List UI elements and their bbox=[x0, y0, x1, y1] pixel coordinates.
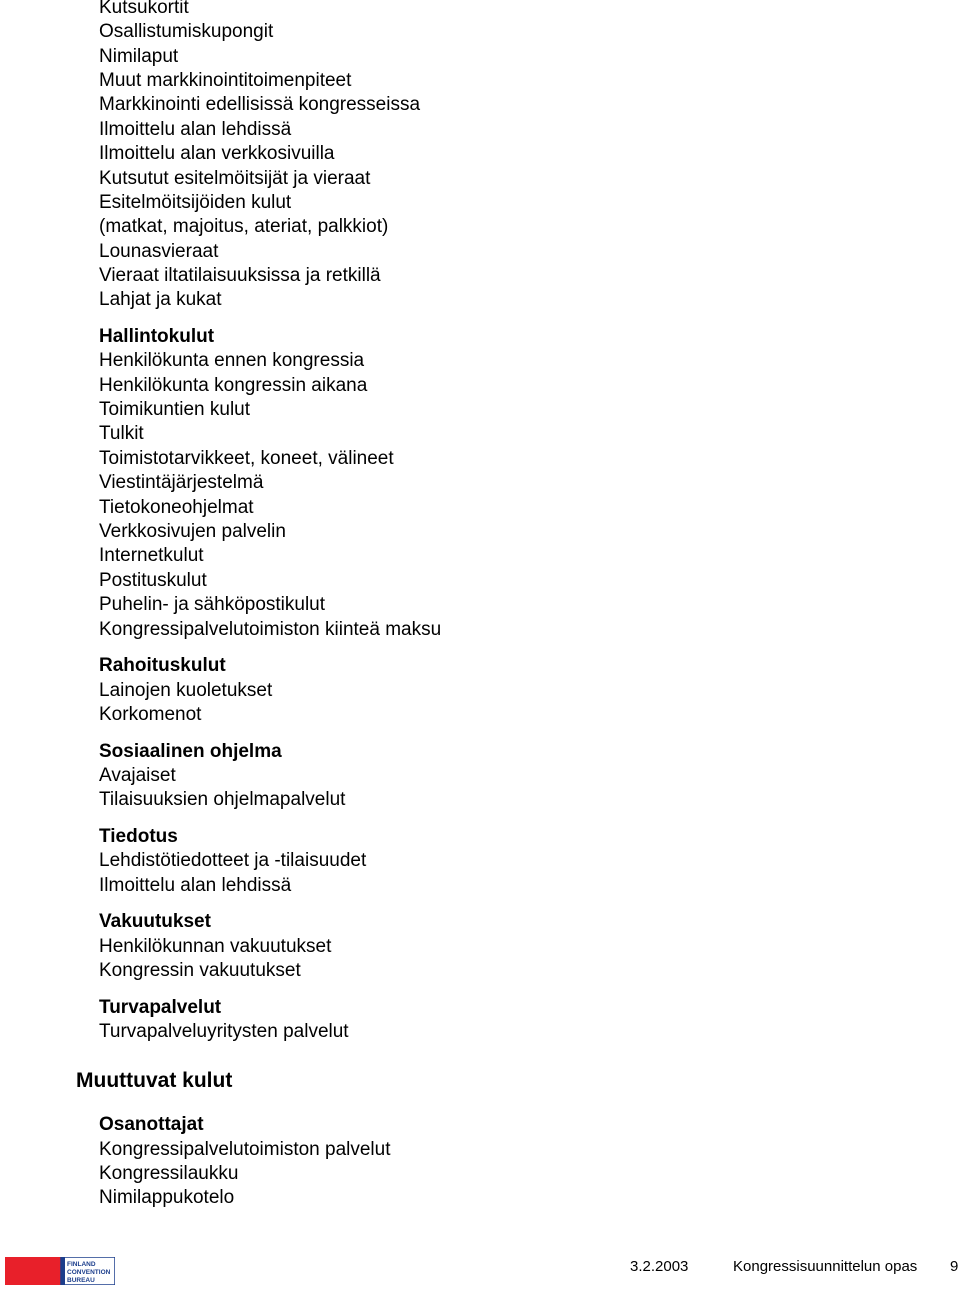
list-item: Ilmoittelu alan lehdissä bbox=[99, 119, 292, 140]
list-item: Viestintäjärjestelmä bbox=[99, 472, 264, 493]
list-item: Internetkulut bbox=[99, 545, 204, 566]
page-number: 9 bbox=[950, 1258, 959, 1275]
section-heading: Hallintokulut bbox=[99, 326, 215, 347]
list-item: Turvapalveluyritysten palvelut bbox=[99, 1021, 349, 1042]
list-item: Kongressilaukku bbox=[99, 1163, 239, 1184]
logo-red-block bbox=[5, 1257, 61, 1285]
logo-line-3: BUREAU bbox=[67, 1277, 95, 1284]
list-item: Ilmoittelu alan lehdissä bbox=[99, 875, 292, 896]
list-item: Muut markkinointitoimenpiteet bbox=[99, 70, 352, 91]
section-heading: Sosiaalinen ohjelma bbox=[99, 741, 282, 762]
list-item: Toimikuntien kulut bbox=[99, 399, 251, 420]
list-item: Henkilökunnan vakuutukset bbox=[99, 936, 332, 957]
list-item: Kongressipalvelutoimiston kiinteä maksu bbox=[99, 619, 442, 640]
logo-line-1: FINLAND bbox=[67, 1261, 96, 1268]
list-item: Nimilappukotelo bbox=[99, 1187, 235, 1208]
section-heading: Vakuutukset bbox=[99, 911, 211, 932]
list-item: Toimistotarvikkeet, koneet, välineet bbox=[99, 448, 394, 469]
list-item: Kongressin vakuutukset bbox=[99, 960, 301, 981]
section-heading: Tiedotus bbox=[99, 826, 178, 847]
finland-convention-bureau-logo bbox=[5, 1257, 115, 1285]
section-heading: Turvapalvelut bbox=[99, 997, 222, 1018]
logo-line-2: CONVENTION bbox=[67, 1269, 111, 1276]
list-item: Ilmoittelu alan verkkosivuilla bbox=[99, 143, 335, 164]
list-item: Henkilökunta kongressin aikana bbox=[99, 375, 368, 396]
section-heading: Rahoituskulut bbox=[99, 655, 226, 676]
list-item: Nimilaput bbox=[99, 46, 179, 67]
list-item: Tietokoneohjelmat bbox=[99, 497, 254, 518]
list-item: Kutsukortit bbox=[99, 0, 189, 18]
chapter-heading: Muuttuvat kulut bbox=[76, 1069, 233, 1092]
list-item: Lounasvieraat bbox=[99, 241, 219, 262]
list-item: Tulkit bbox=[99, 423, 144, 444]
section-heading: Osanottajat bbox=[99, 1114, 204, 1135]
list-item: Tilaisuuksien ohjelmapalvelut bbox=[99, 789, 346, 810]
list-item: (matkat, majoitus, ateriat, palkkiot) bbox=[99, 216, 389, 237]
footer-title: Kongressisuunnittelun opas bbox=[733, 1258, 918, 1275]
list-item: Esitelmöitsijöiden kulut bbox=[99, 192, 292, 213]
list-item: Osallistumiskupongit bbox=[99, 21, 274, 42]
list-item: Korkomenot bbox=[99, 704, 202, 725]
list-item: Postituskulut bbox=[99, 570, 207, 591]
logo-blue-bar bbox=[61, 1257, 65, 1285]
list-item: Puhelin- ja sähköpostikulut bbox=[99, 594, 326, 615]
list-item: Henkilökunta ennen kongressia bbox=[99, 350, 365, 371]
list-item: Markkinointi edellisissä kongresseissa bbox=[99, 94, 421, 115]
list-item: Verkkosivujen palvelin bbox=[99, 521, 286, 542]
footer-date: 3.2.2003 bbox=[630, 1258, 689, 1275]
list-item: Vieraat iltatilaisuuksissa ja retkillä bbox=[99, 265, 381, 286]
page-footer bbox=[0, 1252, 960, 1288]
list-item: Kongressipalvelutoimiston palvelut bbox=[99, 1139, 391, 1160]
list-item: Lehdistötiedotteet ja -tilaisuudet bbox=[99, 850, 367, 871]
list-item: Lahjat ja kukat bbox=[99, 289, 222, 310]
list-item: Lainojen kuoletukset bbox=[99, 680, 273, 701]
list-item: Kutsutut esitelmöitsijät ja vieraat bbox=[99, 168, 371, 189]
list-item: Avajaiset bbox=[99, 765, 176, 786]
